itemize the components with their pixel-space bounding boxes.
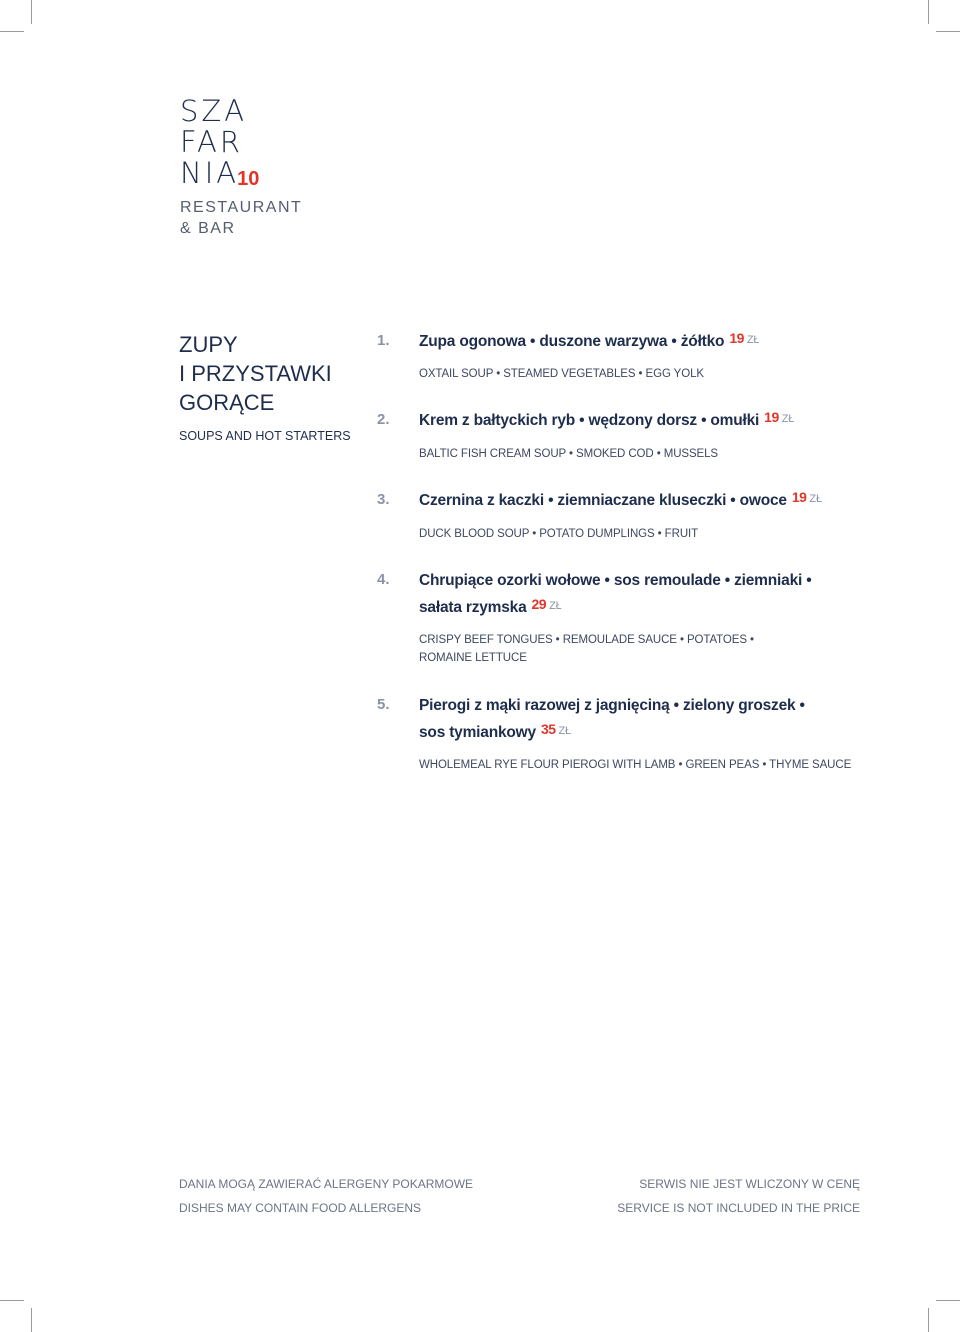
item-price: 29 bbox=[531, 596, 547, 612]
footer-allergens-pl: DANIA MOGĄ ZAWIERAĆ ALERGENY POKARMOWE bbox=[179, 1177, 474, 1191]
section-title-line: GORĄCE bbox=[179, 390, 275, 415]
crop-mark bbox=[928, 1308, 929, 1332]
section-title bbox=[179, 330, 332, 417]
item-currency: ZŁ bbox=[781, 413, 795, 425]
item-description-line: OXTAIL SOUP • STEAMED VEGETABLES • EGG YOLK bbox=[419, 368, 704, 380]
item-title bbox=[419, 692, 859, 748]
crop-mark bbox=[31, 0, 32, 24]
item-description-line: BALTIC FISH CREAM SOUP • SMOKED COD • MUSSELS bbox=[419, 448, 718, 460]
item-title-line: Pierogi z mąki razowej z jagnięciną • zielony groszek • bbox=[419, 697, 805, 714]
item-title bbox=[419, 487, 859, 516]
logo-line-3-text: NIA bbox=[180, 156, 240, 190]
footer-service-en: SERVICE IS NOT INCLUDED IN THE PRICE bbox=[617, 1201, 860, 1215]
item-title-line: Czernina z kaczki • ziemniaczane kluseczki • owoce bbox=[419, 492, 787, 509]
logo-subtitle-1: RESTAURANT bbox=[180, 199, 303, 216]
logo-line-2: FAR bbox=[180, 125, 244, 159]
item-currency: ZŁ bbox=[558, 725, 571, 737]
item-price: 19 bbox=[791, 489, 807, 505]
logo-line-1: SZA bbox=[180, 94, 248, 128]
item-title-line: sałata rzymska bbox=[419, 599, 527, 616]
item-title bbox=[419, 328, 859, 357]
logo-subtitle bbox=[180, 197, 302, 239]
item-description bbox=[419, 525, 879, 543]
item-title bbox=[419, 567, 859, 623]
footer-service-pl: SERWIS NIE JEST WLICZONY W CENĘ bbox=[639, 1177, 860, 1191]
item-description-line: ROMAINE LETTUCE bbox=[419, 652, 527, 664]
logo-line-3 bbox=[180, 158, 302, 189]
item-number: 5. bbox=[377, 696, 390, 713]
section-title-line: I PRZYSTAWKI bbox=[179, 361, 332, 386]
item-price: 35 bbox=[540, 721, 556, 737]
item-number: 4. bbox=[377, 571, 390, 588]
item-title bbox=[419, 407, 859, 436]
restaurant-logo bbox=[180, 96, 302, 239]
crop-mark bbox=[0, 1300, 24, 1301]
crop-mark bbox=[936, 1300, 960, 1301]
crop-mark bbox=[31, 1308, 32, 1332]
item-currency: ZŁ bbox=[746, 334, 760, 346]
item-number: 1. bbox=[377, 332, 390, 349]
item-currency: ZŁ bbox=[809, 493, 822, 505]
logo-number: 10 bbox=[237, 168, 260, 190]
item-title-line: Krem z bałtyckich ryb • wędzony dorsz • omułki bbox=[419, 412, 760, 429]
item-description bbox=[419, 365, 879, 383]
section-subtitle: SOUPS AND HOT STARTERS bbox=[179, 429, 351, 443]
item-description-line: CRISPY BEEF TONGUES • REMOULADE SAUCE • POTATOES • bbox=[419, 634, 754, 646]
item-number: 2. bbox=[377, 411, 390, 428]
item-title-line: Chrupiące ozorki wołowe • sos remoulade • ziemniaki • bbox=[419, 572, 812, 589]
item-title-line: Zupa ogonowa • duszone warzywa • żółtko bbox=[419, 333, 725, 350]
crop-mark bbox=[936, 31, 960, 32]
item-description bbox=[419, 631, 879, 667]
section-title-line: ZUPY bbox=[179, 332, 238, 357]
item-description bbox=[419, 445, 879, 463]
logo-subtitle-2: & BAR bbox=[180, 220, 236, 237]
crop-mark bbox=[0, 31, 24, 32]
footer-allergens-en: DISHES MAY CONTAIN FOOD ALLERGENS bbox=[179, 1201, 422, 1215]
item-title-line: sos tymiankowy bbox=[419, 724, 536, 741]
crop-mark bbox=[928, 0, 929, 24]
item-number: 3. bbox=[377, 491, 390, 508]
item-price: 19 bbox=[764, 409, 779, 425]
item-description-line: DUCK BLOOD SOUP • POTATO DUMPLINGS • FRUIT bbox=[419, 528, 699, 540]
item-description bbox=[419, 756, 879, 774]
item-currency: ZŁ bbox=[549, 600, 562, 612]
item-price: 19 bbox=[729, 330, 744, 346]
item-description-line: WHOLEMEAL RYE FLOUR PIEROGI WITH LAMB • GREEN PEAS • THYME SAUCE bbox=[419, 759, 852, 771]
